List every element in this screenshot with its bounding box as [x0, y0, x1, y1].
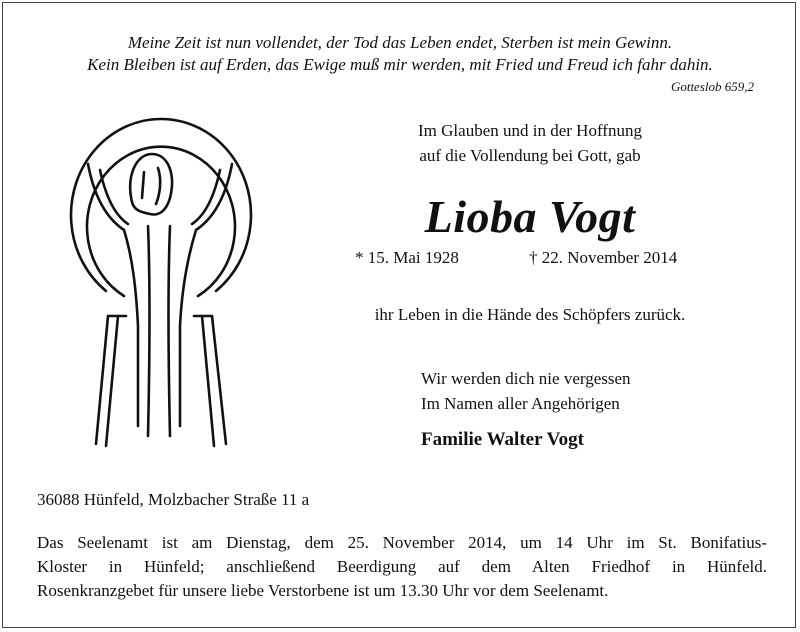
birth-date: * 15. Mai 1928 — [355, 248, 459, 267]
risen-christ-icon — [66, 106, 256, 458]
death-date: † 22. November 2014 — [529, 248, 678, 267]
intro-line-2: auf die Vollendung bei Gott, gab — [419, 146, 641, 165]
closing-line: ihr Leben in die Hände des Schöpfers zurück. — [374, 305, 686, 324]
motto-line-1: Meine Zeit ist nun vollendet, der Tod das Leben endet, Sterben ist mein Gewinn. — [127, 33, 673, 52]
motto-line-2: Kein Bleiben ist auf Erden, das Ewige muß mir werden, mit Fried und Freud ich fahr dahin. — [87, 55, 713, 74]
family-signature: Familie Walter Vogt — [421, 429, 584, 450]
intro-line-1: Im Glauben und in der Hoffnung — [418, 121, 642, 140]
service-info-line: Rosenkranzgebet für unsere liebe Verstorbene ist um 13.30 Uhr vor dem Seelenamt. — [37, 581, 609, 600]
service-info-line: Kloster in Hünfeld; anschließend Beerdigung auf dem Alten Friedhof in Hünfeld. — [37, 557, 767, 576]
service-info — [37, 531, 767, 603]
mourners-line-2: Im Namen aller Angehörigen — [421, 394, 620, 413]
deceased-name: Lioba Vogt — [424, 191, 636, 242]
address: 36088 Hünfeld, Molzbacher Straße 11 a — [37, 490, 310, 509]
mourners-line-1: Wir werden dich nie vergessen — [421, 369, 631, 388]
motto-source: Gotteslob 659,2 — [670, 79, 754, 94]
service-info-line: Das Seelenamt ist am Dienstag, dem 25. November 2014, um 14 Uhr im St. Bonifatius- — [37, 533, 767, 552]
